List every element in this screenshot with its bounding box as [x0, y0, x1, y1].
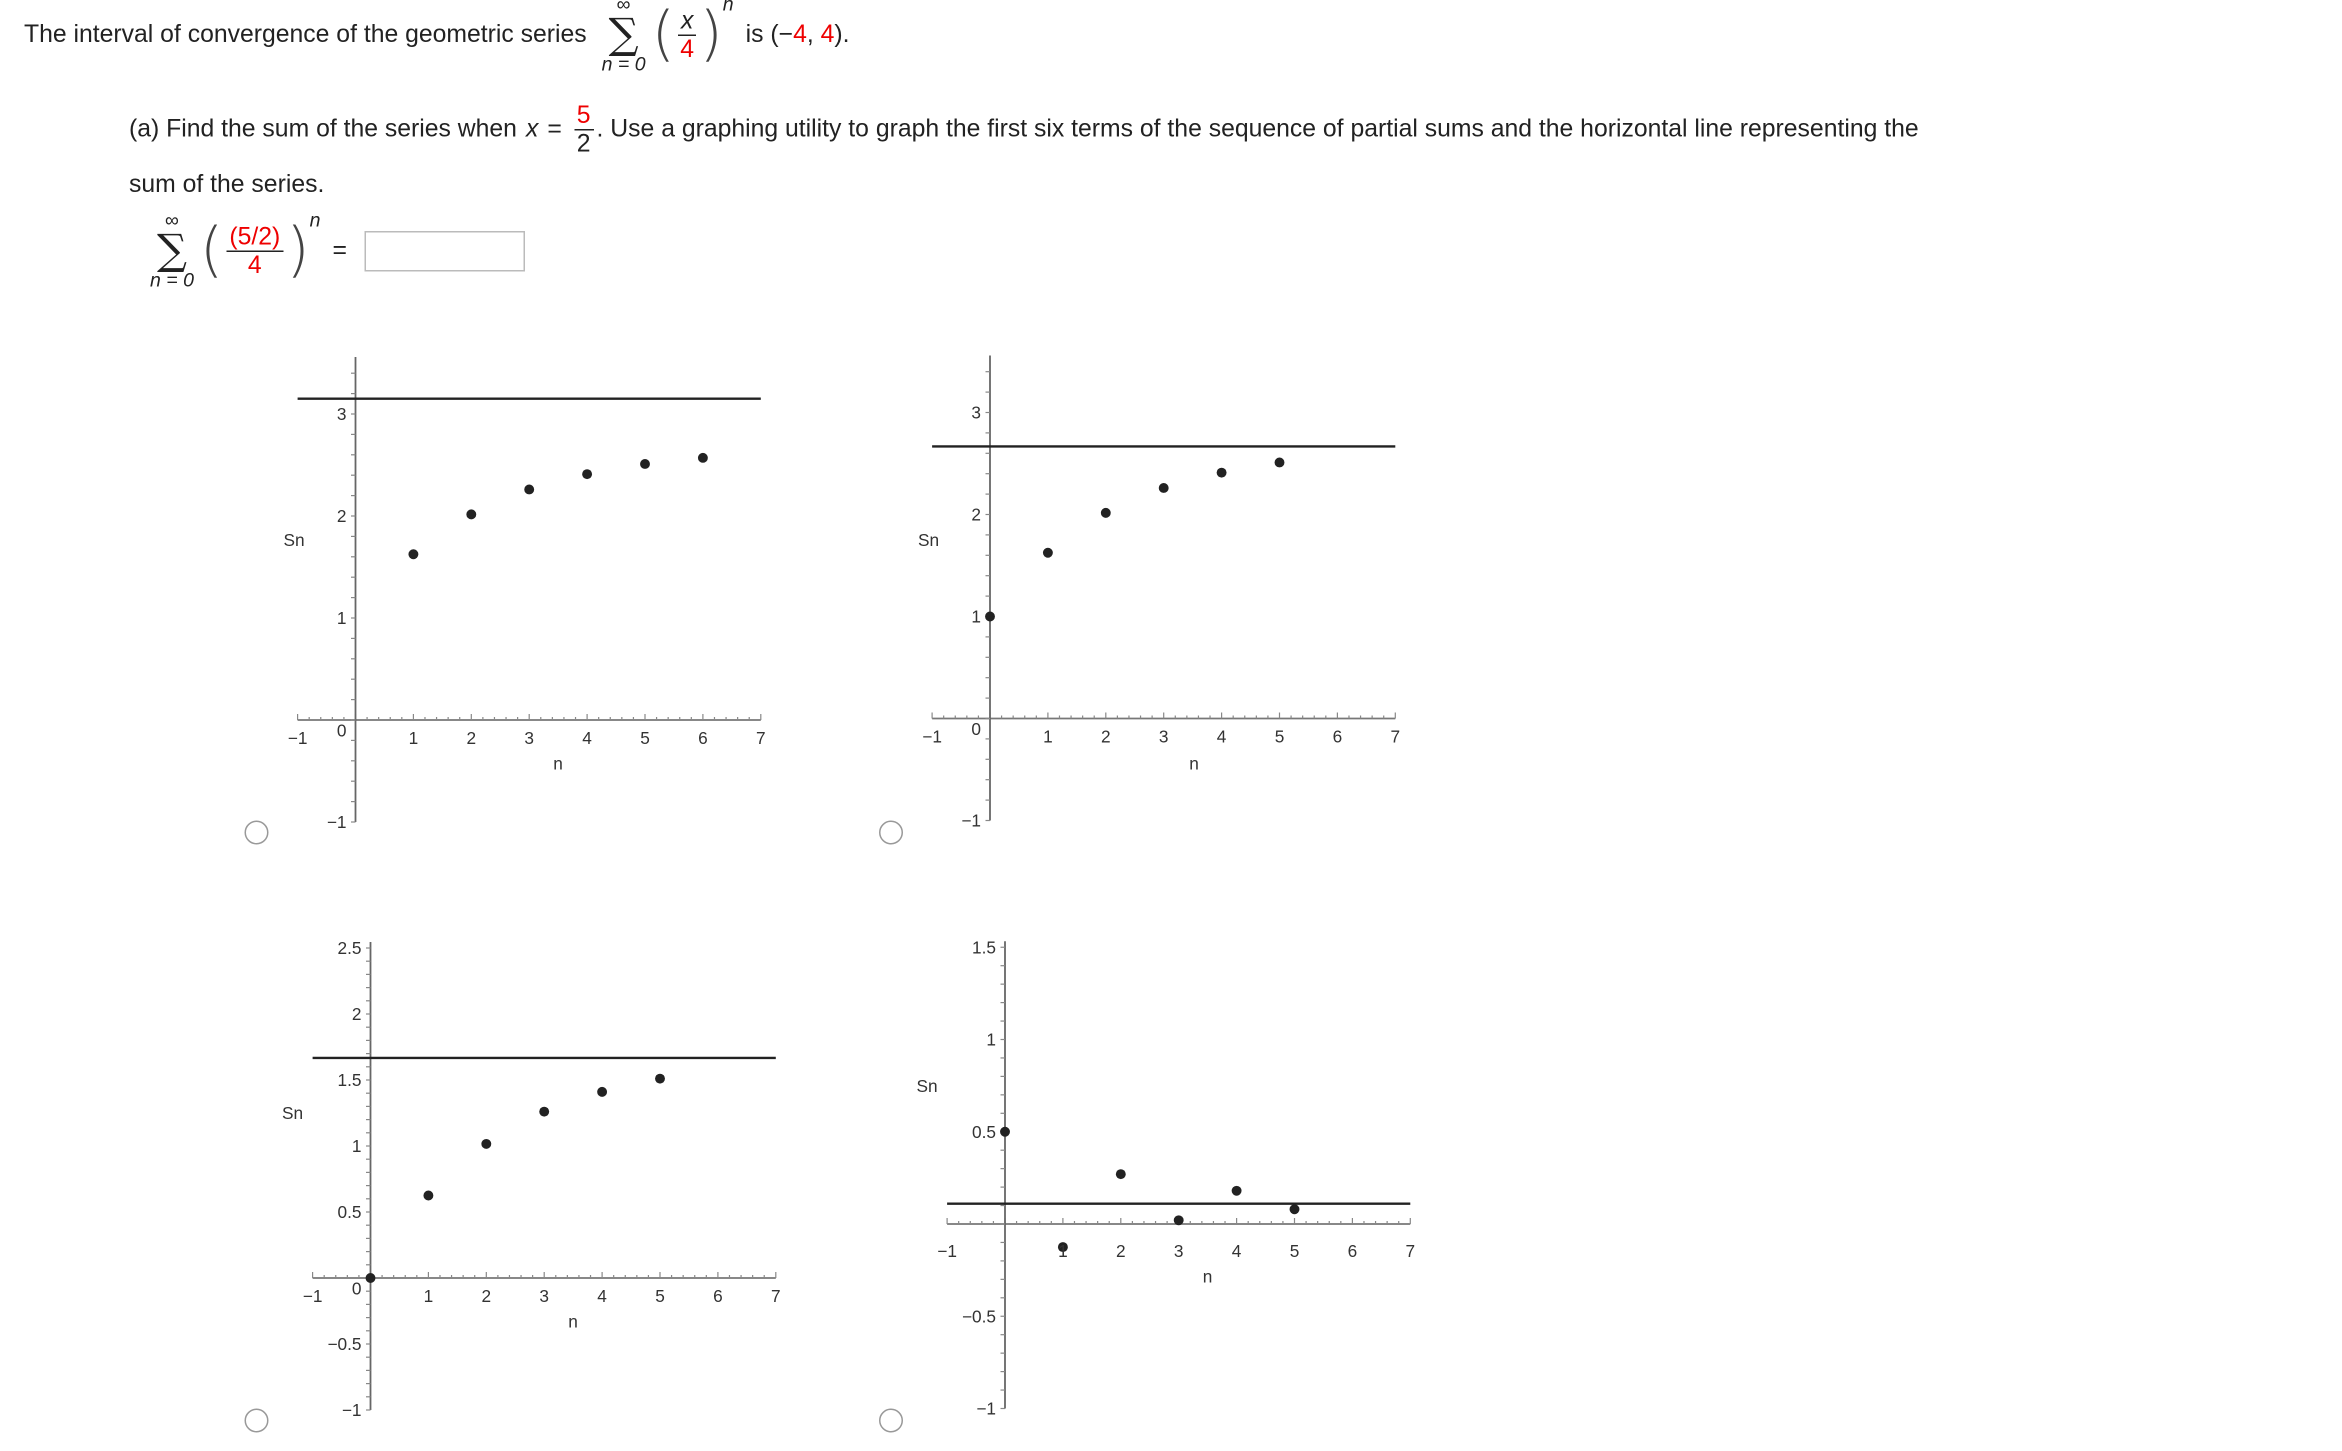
y-tick-label: −0.5	[961, 1306, 996, 1327]
answer-sigma-symbol: ∑	[156, 225, 187, 275]
x-tick-label: 4	[582, 728, 592, 748]
x-tick-label: 2	[481, 1286, 492, 1306]
y-tick-label: 2	[351, 1004, 362, 1024]
partial-sum-point	[1159, 483, 1169, 493]
y-tick-label: −1	[976, 1398, 996, 1419]
partial-sum-point	[1116, 1169, 1126, 1179]
sum-lower-limit: n = 0	[601, 52, 646, 75]
y-axis-label: Sn	[282, 1103, 304, 1123]
y-tick-label: 2	[336, 506, 347, 526]
interval-lower: 4	[793, 20, 807, 48]
origin-label: 0	[351, 1278, 362, 1299]
origin-label: 0	[336, 720, 347, 741]
graph-option-1	[284, 357, 766, 832]
x-tick-label: 1	[408, 728, 419, 748]
partial-sum-point	[1217, 468, 1227, 478]
part-a-label: (a) Find the sum of the series when	[129, 115, 517, 143]
x-tick-label: 7	[1405, 1241, 1416, 1261]
partial-sum-point	[423, 1191, 433, 1201]
x-tick-label: 1	[1043, 726, 1053, 747]
y-tick-label: −1	[341, 1400, 362, 1420]
partial-sum-point	[597, 1087, 607, 1097]
partial-sum-point	[655, 1074, 665, 1084]
partial-sum-point	[1290, 1204, 1300, 1214]
partial-sum-point	[582, 469, 592, 479]
partial-sum-point	[408, 549, 418, 559]
answer-left-paren: (	[199, 216, 224, 285]
x-tick-label: 4	[597, 1286, 607, 1306]
graph-option-1-radio[interactable]	[245, 821, 269, 845]
answer-sum-lower: n = 0	[150, 268, 194, 291]
origin-label: 0	[971, 719, 981, 739]
y-tick-label: 2	[971, 504, 981, 525]
partial-sum-point	[1275, 458, 1285, 468]
is-text: is (	[745, 20, 779, 48]
fraction-numerator: x	[678, 7, 696, 36]
partial-sum-point	[539, 1107, 549, 1117]
sigma-symbol: ∑	[608, 9, 639, 59]
y-tick-label: 1	[351, 1136, 362, 1156]
partial-sum-point	[1101, 508, 1111, 518]
exponent: n	[722, 0, 734, 15]
y-axis-label: Sn	[916, 1076, 938, 1096]
y-tick-label: 1	[336, 608, 347, 628]
x-axis-label: n	[1189, 753, 1199, 774]
answer-exponent: n	[309, 208, 321, 231]
y-tick-label: 3	[336, 404, 347, 425]
x-tick-label: 6	[1332, 726, 1343, 747]
fraction-denominator: 4	[680, 35, 695, 63]
x-tick-label: 5	[1289, 1241, 1300, 1261]
y-tick-label: −1	[961, 810, 981, 831]
x-tick-label: 7	[1390, 726, 1401, 747]
variable-x: x	[525, 115, 539, 143]
x-axis-label: n	[553, 753, 563, 774]
x-tick-label: 7	[756, 728, 766, 748]
graph-option-3	[282, 938, 781, 1420]
y-tick-label: −1	[326, 812, 347, 832]
minus-sign: −	[778, 20, 794, 48]
x-tick-label: 3	[1173, 1241, 1184, 1261]
x-tick-label: −1	[937, 1241, 957, 1261]
x-tick-label: 7	[771, 1286, 781, 1306]
instructions-text-2: sum of the series.	[129, 171, 325, 198]
x-tick-label: 3	[539, 1286, 549, 1306]
x-tick-label: 6	[713, 1286, 723, 1306]
partial-sum-point	[1232, 1186, 1242, 1196]
x-tick-label: −1	[922, 726, 942, 747]
x-tick-label: 1	[423, 1286, 434, 1306]
x-tick-label: 5	[640, 728, 650, 748]
x-tick-label: 1	[1058, 1241, 1068, 1261]
answer-right-paren: )	[286, 216, 310, 285]
partial-sum-point	[524, 485, 534, 495]
partial-sum-point	[985, 612, 995, 622]
partial-sum-point	[1000, 1127, 1010, 1137]
partial-sum-point	[481, 1139, 491, 1149]
partial-sum-point	[366, 1273, 376, 1283]
partial-sum-point	[1174, 1215, 1184, 1225]
left-paren: (	[651, 0, 675, 69]
graph-option-4-radio[interactable]	[879, 1409, 903, 1433]
graph-option-4	[917, 937, 1416, 1418]
answer-sum-upper: ∞	[165, 208, 179, 231]
intro-text: The interval of convergence of the geometric series	[24, 20, 587, 48]
answer-equals: =	[332, 236, 347, 264]
y-tick-label: 2.5	[337, 938, 362, 958]
graph-option-2	[918, 356, 1400, 831]
x-tick-label: 2	[1101, 726, 1111, 747]
y-tick-label: 1.5	[972, 937, 996, 958]
x-tick-label: 5	[1274, 726, 1285, 747]
comma: ,	[806, 20, 821, 48]
y-tick-label: 1.5	[337, 1070, 362, 1090]
x-tick-label: 6	[698, 728, 708, 748]
right-paren: )	[699, 0, 723, 69]
x-tick-label: 5	[655, 1286, 665, 1306]
x-tick-label: −1	[287, 728, 308, 748]
x-axis-label: n	[1202, 1266, 1213, 1287]
answer-numerator: (5/2)	[226, 223, 283, 252]
graph-option-2-radio[interactable]	[879, 821, 903, 845]
x-tick-label: 2	[466, 728, 477, 748]
partial-sum-point	[466, 509, 476, 519]
answer-denominator: 4	[247, 251, 262, 279]
x-tick-label: 2	[1116, 1241, 1126, 1261]
x-tick-label: 3	[524, 728, 534, 748]
y-tick-label: −0.5	[327, 1334, 362, 1354]
y-axis-label: Sn	[283, 530, 305, 550]
sum-upper-limit: ∞	[616, 0, 631, 15]
x-tick-label: 6	[1347, 1241, 1358, 1261]
y-tick-label: 1	[971, 606, 981, 627]
y-axis-label: Sn	[918, 530, 940, 550]
partial-sum-point	[1043, 548, 1053, 558]
equals-sign: =	[547, 115, 562, 143]
x-axis-label: n	[568, 1311, 578, 1332]
y-tick-label: 1	[986, 1029, 996, 1050]
y-tick-label: 0.5	[972, 1121, 996, 1142]
close-paren: ).	[834, 20, 850, 48]
y-tick-label: 3	[971, 402, 981, 423]
x-value-numerator: 5	[574, 102, 594, 131]
x-value-denominator: 2	[576, 130, 591, 158]
x-tick-label: −1	[302, 1286, 323, 1306]
x-tick-label: 4	[1216, 726, 1227, 747]
graph-option-3-radio[interactable]	[245, 1409, 269, 1433]
partial-sum-point	[698, 453, 708, 463]
x-tick-label: 4	[1231, 1241, 1242, 1261]
partial-sum-point	[640, 459, 650, 469]
y-tick-label: 0.5	[337, 1202, 362, 1222]
x-tick-label: 3	[1158, 726, 1169, 747]
instructions-text: . Use a graphing utility to graph the first six terms of the sequence of partial sums and the horizontal line representing the	[596, 115, 1919, 143]
interval-upper: 4	[820, 20, 835, 48]
